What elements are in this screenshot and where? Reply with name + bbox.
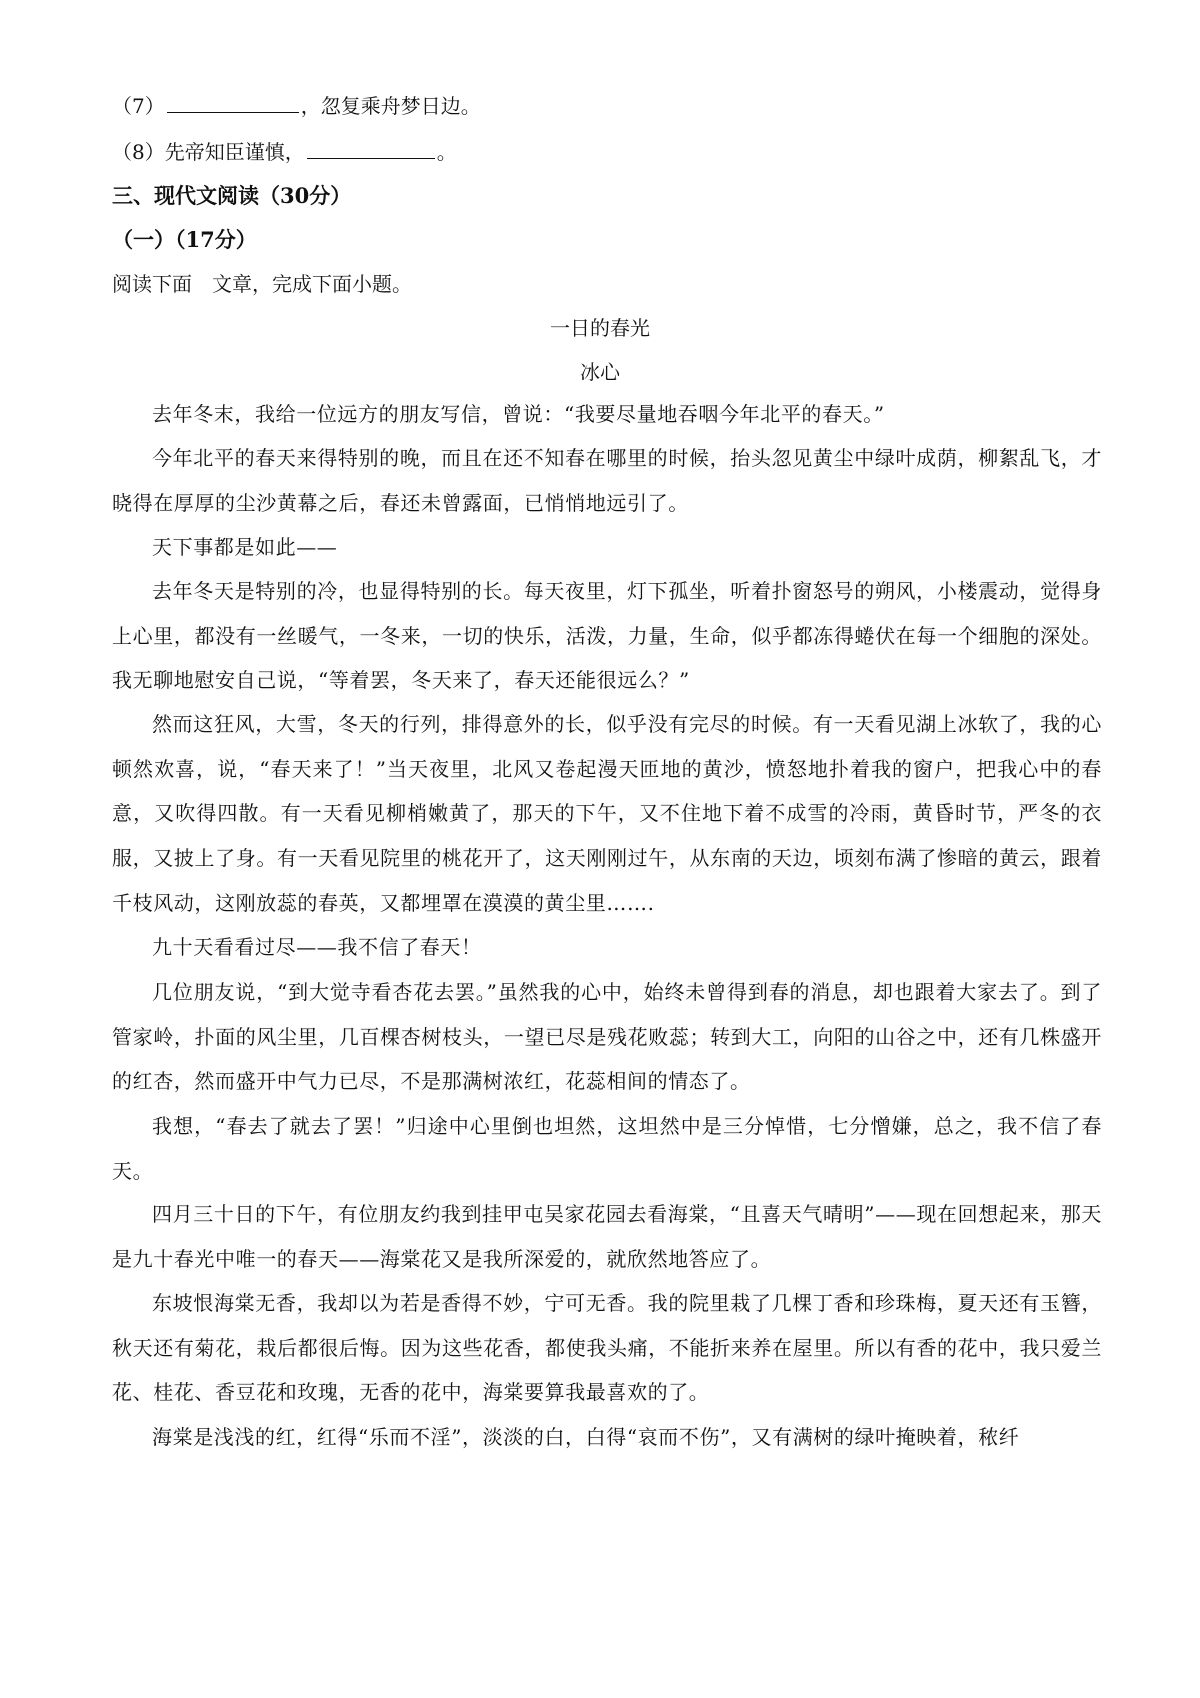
article-paragraph: 天下事都是如此——: [152, 535, 338, 559]
reading-instruction: 阅读下面 文章，完成下面小题。: [112, 272, 412, 296]
fill-in-prefix: （7）: [112, 94, 165, 118]
fill-in-suffix: ，忽复乘舟梦日边。: [300, 94, 481, 118]
article-title: 一日的春光: [550, 316, 650, 340]
article-paragraph: 东坡恨海棠无香，我却以为若是香得不妙，宁可无香。我的院里栽了几棵丁香和珍珠梅，夏天还有玉簪，秋天还有菊花，栽后都很后悔。因为这些花香，都使我头痛，不能折来养在屋里。所以有香的花中，我只爱兰花、桂花、香豆花和玫瑰，无香的花中，海棠要算我最喜欢的了。: [112, 1291, 1102, 1405]
fill-in-item-8: [112, 140, 1102, 164]
answer-blank[interactable]: [167, 94, 299, 113]
article-paragraph: 今年北平的春天来得特别的晚，而且在还不知春在哪里的时候，抬头忽见黄尘中绿叶成荫，柳絮乱飞，才晓得在厚厚的尘沙黄幕之后，春还未曾露面，已悄悄地远引了。: [112, 446, 1102, 515]
article-paragraph: 四月三十日的下午，有位朋友约我到挂甲屯吴家花园去看海棠，“且喜天气晴明”——现在回想起来，那天是九十春光中唯一的春天——海棠花又是我所深爱的，就欣然地答应了。: [112, 1202, 1102, 1271]
article-paragraph: 海棠是浅浅的红，红得“乐而不淫”，淡淡的白，白得“哀而不伤”，又有满树的绿叶掩映着，秾纤: [152, 1425, 1020, 1449]
article-author: 冰心: [580, 360, 620, 384]
article-paragraph: 去年冬天是特别的冷，也显得特别的长。每天夜里，灯下孤坐，听着扑窗怒号的朔风，小楼震动，觉得身上心里，都没有一丝暖气，一冬来，一切的快乐，活泼，力量，生命，似乎都冻得蜷伏在每一个细胞的深处。我无聊地慰安自己说，“等着罢，冬天来了，春天还能很远么？”: [112, 579, 1102, 693]
subsection-title: （一）（17分）: [112, 227, 257, 252]
article-paragraph: 去年冬末，我给一位远方的朋友写信，曾说：“我要尽量地吞咽今年北平的春天。”: [152, 402, 885, 426]
article-paragraph: 然而这狂风，大雪，冬天的行列，排得意外的长，似乎没有完尽的时候。有一天看见湖上冰软了，我的心顿然欢喜，说，“春天来了！”当天夜里，北风又卷起漫天匝地的黄沙，愤怒地扑着我的窗户，把我心中的春意，又吹得四散。有一天看见柳梢嫩黄了，那天的下午，又不住地下着不成雪的冷雨，黄昏时节，严冬的衣服，又披上了身。有一天看见院里的桃花开了，这天刚刚过午，从东南的天边，顷刻布满了惨暗的黄云，跟着千枝风动，这刚放蕊的春英，又都埋罩在漠漠的黄尘里…….: [112, 712, 1102, 915]
section-title: 三、现代文阅读（30分）: [112, 183, 352, 208]
fill-in-item-7: [112, 94, 1102, 118]
article-paragraph: 我想，“春去了就去了罢！”归途中心里倒也坦然，这坦然中是三分悼惜，七分憎嫌，总之，我不信了春天。: [112, 1114, 1102, 1183]
fill-in-suffix: 。: [436, 140, 457, 164]
answer-blank[interactable]: [307, 140, 435, 159]
article-paragraph: 九十天看看过尽——我不信了春天！: [152, 935, 482, 959]
fill-in-prefix: （8）先帝知臣谨慎，: [112, 140, 305, 164]
article-paragraph: 几位朋友说，“到大觉寺看杏花去罢。”虽然我的心中，始终未曾得到春的消息，却也跟着大家去了。到了管家岭，扑面的风尘里，几百棵杏树枝头，一望已尽是残花败蕊；转到大工，向阳的山谷之中，还有几株盛开的红杏，然而盛开中气力已尽，不是那满树浓红，花蕊相间的情态了。: [112, 980, 1102, 1094]
